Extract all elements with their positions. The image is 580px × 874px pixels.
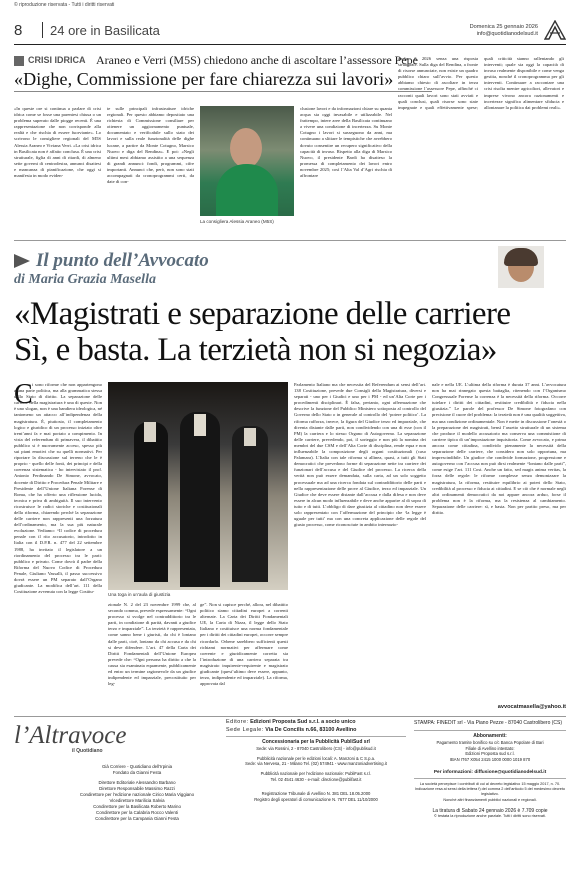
column-title: Il punto dell’Avvocato (36, 250, 209, 271)
article1-rule (14, 91, 432, 92)
footer-masthead-sub: il Quotidiano (72, 748, 103, 754)
footer-masthead: l’Altravoce (14, 722, 127, 749)
footer-info-rule (414, 778, 566, 779)
footer-legal: La società percepisce i contributi di cui al decreto legislativo 15 maggio 2017, n. 70. Indicazione resa ai sensi della lettera f) del comma 2 dell’articolo 5 del medesimo decreto legislativo. Nonché altri finanziamenti pubblici nazionali e regionali. La tiratura di Sabato 24 gennaio 2026 è 7.709 copie © testata la riproduzione anche parziale. Tutti i diritti sono riservati. (414, 782, 566, 819)
article2-column-2: zionale N. 2 del 23 novembre 1999 che, al secondo comma, prevede espressamente: “Ogni processo si svolge nel contraddittorio tra le parti, in condizione di parità, davanti a giudice terzo e imparziale”. La terzietà è rappresentata, come sanno bene i giuristi, da chi è lontano dalle parti, cioè, lontano da chi accusa e da chi si deve difendere. L’art. 47 della Carta dei Diritti Fondamentali dell’Unione Europea prevede che: “Ogni persona ha diritto a che la causa sia esaminata equamente, pubblicamente ed entro un termine ragionevole da un giudice indipendente ed imparziale, precostituito per leg- (108, 602, 196, 687)
footer-subscriptions: Abbonamenti: Pagamento tramite bonifico su c/c Banca Popolare di Bari Filiale di Avellino intestato: Edizioni Proposta sud s.r.l. IBAN IT67 X054 2415 1000 0000 1019 870 (436, 733, 544, 763)
article1-column-4: clusione lavori e da informazioni chiare su quanta acqua sia oggi invasabile e utilizzabile. Nel frattempo, intere aree della Basilicata continuano a vivere una condizione di incertezza. Su Monte Cotugno i lavori si susseguono da anni, ma continuano a slittare le tempistiche che avrebbero dovuto consentire un recupero significativo della capacità di invaso. Rispetto alla diga di Marsico Nuovo, il presidente Bardi ha disatteso la promessa di completamento dei lavori entro novembre 2025; così l’Alta Val d’Agri rischia di affrontare (300, 106, 392, 179)
header-date-block (440, 24, 538, 38)
author-email: avvocatmasella@yahoo.it (497, 704, 566, 710)
article2-column-4: Parlamento Italiano ma che necessita del Referendum ai sensi dell’art. 138 Costituzione, prevede due Consigli della Magistratura, diversi e separati - uno per i Giudici e uno per i PM - ed un’Alta Corte per i procedimenti disciplinari. È falsa, pertanto, ogni affermazione che descrive la funzione del Pubblico Ministero sottoposta al controllo del Governo dello Stato o in generale al controllo del ‘potere politico’. La riforma rafforza, invece, la figura del Giudice terzo ed imparziale, che diventa distante dalle parti, non condividendo con una di esse (con il PM) la carriera e lo stesso Organo di Autogoverno. La separazione delle carriere, prevedendo, poi, il sorteggio e non più la nomina dei membri del due CSM e dell’Alta Corte di disciplina, rende equa e non influenzabile la composizione degli organi costituzionali (caso Palamara). L’Italia con tale riforma si allinea, quasi, a tutti gli Stati democratici che prevedono forme di separazione nette tra carriere dei funzionari dell’accusa e del Giudice del processo. La ricerca della verità non può essere demandata, sulla carta, ad un solo soggetto processuale ma ad una ricerca fondata sul contraddittorio delle parti e nella rappresentazione delle prove al Giudice, terzo ed imparziale. Un Giudice che deve essere distante dall’accusa e dalla difesa e non deve essere in alcun modo influenzabile e deve anche apparire al di sopra di tutto e di tutti. L’obbligo di dare giustizia al cittadino non deve essere solo rappresentato con l’affermazione del principio che ‘la legge è uguale per tutti’ ma con una concreta applicazione delle regole del giusto processo, come riconosciute in ambito internazio- (294, 382, 426, 528)
article2-column-3: ge”. Non si capisce perché, allora, nel dibattito politico siamo cittadini europei a correnti alternate. La Carta dei Diritti Fondamentali UE, la Carta di Nizza, il legge dello Stato Italiano e costituisce una norma fondamentale per i diritti dei cittadini europei, occorre sempre ricordarlo. Orbene sarebbero sufficienti questi richiami normativi per affermare come coerente e giuridicamente corretta sia l’introduzione di una carriera separata tra magistrato inquirente-requirente e magistrato giudicante (quest’ultimo deve essere, appunto, terzo, indipendente ed imparziale). La riforma, approvata dal (200, 602, 288, 687)
copyright-notice: © riproduzione riservata - Tutti i diritti riservati (14, 2, 115, 8)
article2-headline-line-2: Sì, e basta. La terzietà non si negozia» (14, 332, 497, 368)
header-divider (42, 22, 43, 38)
photo-figure-head (230, 128, 262, 168)
dropcap: C (14, 379, 33, 410)
footer-advertising: Concessionaria per la Pubblicità PubliSud srl Sede: via Rossini, 2 - 87040 Castrolibero (CS) - info@publisud.it Pubblicità nazionale per le edizioni locali: A. Manzoni & C S.p.a. Sede: via Nervesa, 21 - Milano Tel. (02) 574941 - www.manzoniadvertising.it Pubblicità nazionale per l’edizione nazionale: PubliFast s.r.l. Tel. 02 4541 4630 - e-mail: direzione@publifast.it Registrazione Tribunale di Avellino N. 381 DEL 18.05.2000 Registro degli operatori di comunicazione N. 7677 DEL 11/10/2000 (245, 739, 387, 802)
kicker-square (14, 56, 24, 66)
kicker-crisi-idrica: CRISI IDRICA (28, 55, 86, 65)
header-email: info@quotidianodelsud.it (476, 31, 538, 37)
footer-publisher: Editore: Edizioni Proposta Sud s.r.l. a socio unico Sede Legale: Via De Concilis n.66, 83100 Avellino (226, 719, 357, 733)
article1-subhead: Araneo e Verri (M5S) chiedono anche di ascoltare l’assessore Pepe (96, 53, 418, 67)
column-logo-arrow (14, 254, 30, 273)
article1-column-1: «In queste ore si continua a parlare di crisi idrica come se fosse una parentesi chiusa o un problema superato dalle piogge recenti. È una rappresentazione che non corrisponde alla realtà e che rischia di essere fuorviante». Lo scrivono le consigliere regionali del M5S Alessia Araneo e Viviana Verri. «La crisi idrica in Basilicata non è affatto conclusa. È una crisi strutturale, figlia di anni di ritardi, di almeno sette governi di centrodestra, annunci disattesi e mancanza di pianificazione, che oggi si manifesta in modo eviden- (14, 106, 101, 179)
header-rule (14, 44, 566, 45)
article2-headline (14, 296, 566, 368)
araneo-photo (200, 106, 294, 216)
article2-column-5: nale e nella UE. L’ultima della riforma è durata 37 anni. L’avvocatura non ha mai rinnegato questa battaglia, ritenendo con l’Organismo Congressuale Forense la correnza è la necessità della riforma. Occorre tutelare i diritti dei cittadini, restituire credibilità e fiducia nella giustizia.” Le parole del professor De Simone fotografano con precisione il cuore del problema: la terzietà non è una qualità soggettiva, ma una condizione ordinamentale. Non è mette in discussione l’onestà o la preparazione dei magistrati, bensì l’assetto strutturale di un sistema che produce il modello accusatorio ma conserva una commistione di carriere tipica di un’impostazione inquisitoria. Come avvocato, e prima ancora come cittadina, condivido pienamente la necessità della separazione delle carriere, che considero non solo opportuna, ma imprescindibile. Un giudice che condivide formazione, progressione e autogoverno con l’accusa non può dirsi realmente “lontano dalle parti”, come esige l’art. 111 Cost. Anche un fatto, sed magis anima veritas, la forza delle regole: le riforme complesse senza demonizzare la magistratura, la riforma, restituire equilibrio ai poteri dello Stato, credibilità al processo e fiducia ai cittadini. E se ciò che è normale negli altri ordinamenti democratici da noi appare ancora arduo, forse il problema non è la riforma, ma la resistenza al cambiamento. Separazione delle carriere: sì, e basta. Non per partito preso, ma per diritto. (432, 382, 566, 515)
toga-photo (108, 382, 288, 590)
footer-printing: STAMPA: FINEDIT srl - Via Piano Pezze - 87040 Castrolibero (CS) (414, 720, 563, 726)
photo-figure-body (216, 164, 278, 216)
author-avatar (498, 246, 544, 288)
page-number: 8 (14, 22, 23, 39)
section-separator (14, 240, 566, 241)
article2-headline-line-1: «Magistrati e separazione delle carriere (14, 296, 511, 332)
toga-photo-caption: Una toga in un’aula di giustizia (108, 592, 171, 597)
section-title: 24 ore in Basilicata (50, 23, 160, 38)
footer-publisher-rule (226, 736, 406, 737)
arrow-right-icon (14, 254, 30, 268)
footer-masthead-block (14, 722, 214, 754)
article2-column-1: i sono riforme che non appartengono a una parte politica, ma alla grammatica stessa dello Stato di diritto. La separazione delle carriere della magistratura è una di queste. Non è uno slogan, non è una bandiera ideologica, né tantomeno un attacco all’indipendenza della magistratura. È, piuttosto, il completamento logico e giuridico di un processo iniziato oltre trent’anni fa e mai portato a compimento. In vista del referendum di primavera, il dibattito pubblico si è nuovamente acceso, spesso più sui piani emotivi che su quelli normativi. Per riportare la discussione sul terreno che le è proprio - quello delle fonti, dei principi e della coerenza sistematica - ho intervistato il prof. Antonio Ferdinando De Simone, avvocato, docente di Diritto e Procedura Penale Militare e Presidente dell’Unione Italiana Forense di Roma, che ha offerto una riflessione lucida, tecnica e priva di ambiguità. Il suo intervento ricostruisce le radici storiche e costituzionali della riforma, chiarendo perché la separazione delle carriere non rappresenti una forzatura dell’ordinamento, ma la sua più naturale evoluzione. Vediamo: “Il codice di procedura penale con il rito accusatorio, introdotto in Italia con il D.P.R. n. 477 del 22 settembre 1988, ha invitato il legislatore a un riordinamento del processo tra le parti: pubblico e privato. Come dovrà il padre della Riforma del Nuovo Codice di Procedura Penale, Giuliano Vassalli, il passo successivo dovrà essere un PM separato dall’Organo giudicante. La modifica dell’art. 111 della Costituzione avvenuta con la legge Costitu- (14, 382, 102, 595)
article1-column-5: anche il 2026 senza una risposta strutturale. Sulla diga del Rendina, a fronte di risorse annunciate, non esiste un quadro pubblico chiaro sull’avvio. Per questo abbiamo chiesto di ascoltare in terza commissione l’assessore Pepe, affinché ci racconti quali lavori sono stati avviati e quali conclusi, quali risorse sono state impegnate e quali effettivamente spese; quali criticità stanno rallentando gli interventi; quale sia oggi la capacità di invaso realmente disponibile e come venga gestita, nonché il cronoprogramma per gli interventi. Continuare a raccontare una crisi risolta mentre agricoltori, allevatori e imprese vivono ancora razionamenti e incertezze significa alimentare sfiducia e allontanare la politica dai problemi reali». (398, 56, 564, 110)
article1-headline: «Dighe, Commissione per fare chiarezza sui lavori» (14, 69, 394, 89)
logo-a-icon (544, 20, 566, 40)
article2-byline: di Maria Grazia Masella (14, 272, 156, 287)
footer-staff-list: Già Corriere - Quotidiano dell’Irpinia Fondato da Gianni Festa Direttore Editoriale Alessandro Barbano Direttore Responsabile Massimo Razzi Condirettore per l’edizione nazionale Cirico Maria Viggiano Vicedirettore Marilicia Salvia Condirettore per la Basilicata Roberto Marino Condirettore per la Calabria Rocco Valenti Condirettore per la Campania Gianni Festa (79, 764, 195, 821)
footer-info: Per informazioni: diffusione@quotidianodelsud.it (433, 770, 547, 775)
footer-rule (14, 716, 566, 717)
footer-printing-rule (414, 730, 566, 731)
article1-column-2: te sulle principali infrastrutture idriche regionali. Per questo abbiamo depositato una richiesta di Commissione consiliare per ottenere un aggiornamento puntuale, documentato e verificabile sullo stato dei lavori e sulla reale funzionalità delle dighe lucane, a partire da Monte Cotugno, Marsico Nuovo e diga del Rendina». E poi: «Negli ultimi mesi abbiamo assistito a una sequenza di grandi annunci: fondi, programmi, cifre importanti. Annunci che, però, non sono stati accompagnati da cronoprogrammi certi, da date di con- (107, 106, 194, 185)
header-date: Domenica 25 gennaio 2026 (469, 24, 538, 30)
araneo-photo-caption: La consigliera Alessia Araneo (M5S) (200, 219, 274, 224)
masthead-logo (544, 20, 566, 40)
